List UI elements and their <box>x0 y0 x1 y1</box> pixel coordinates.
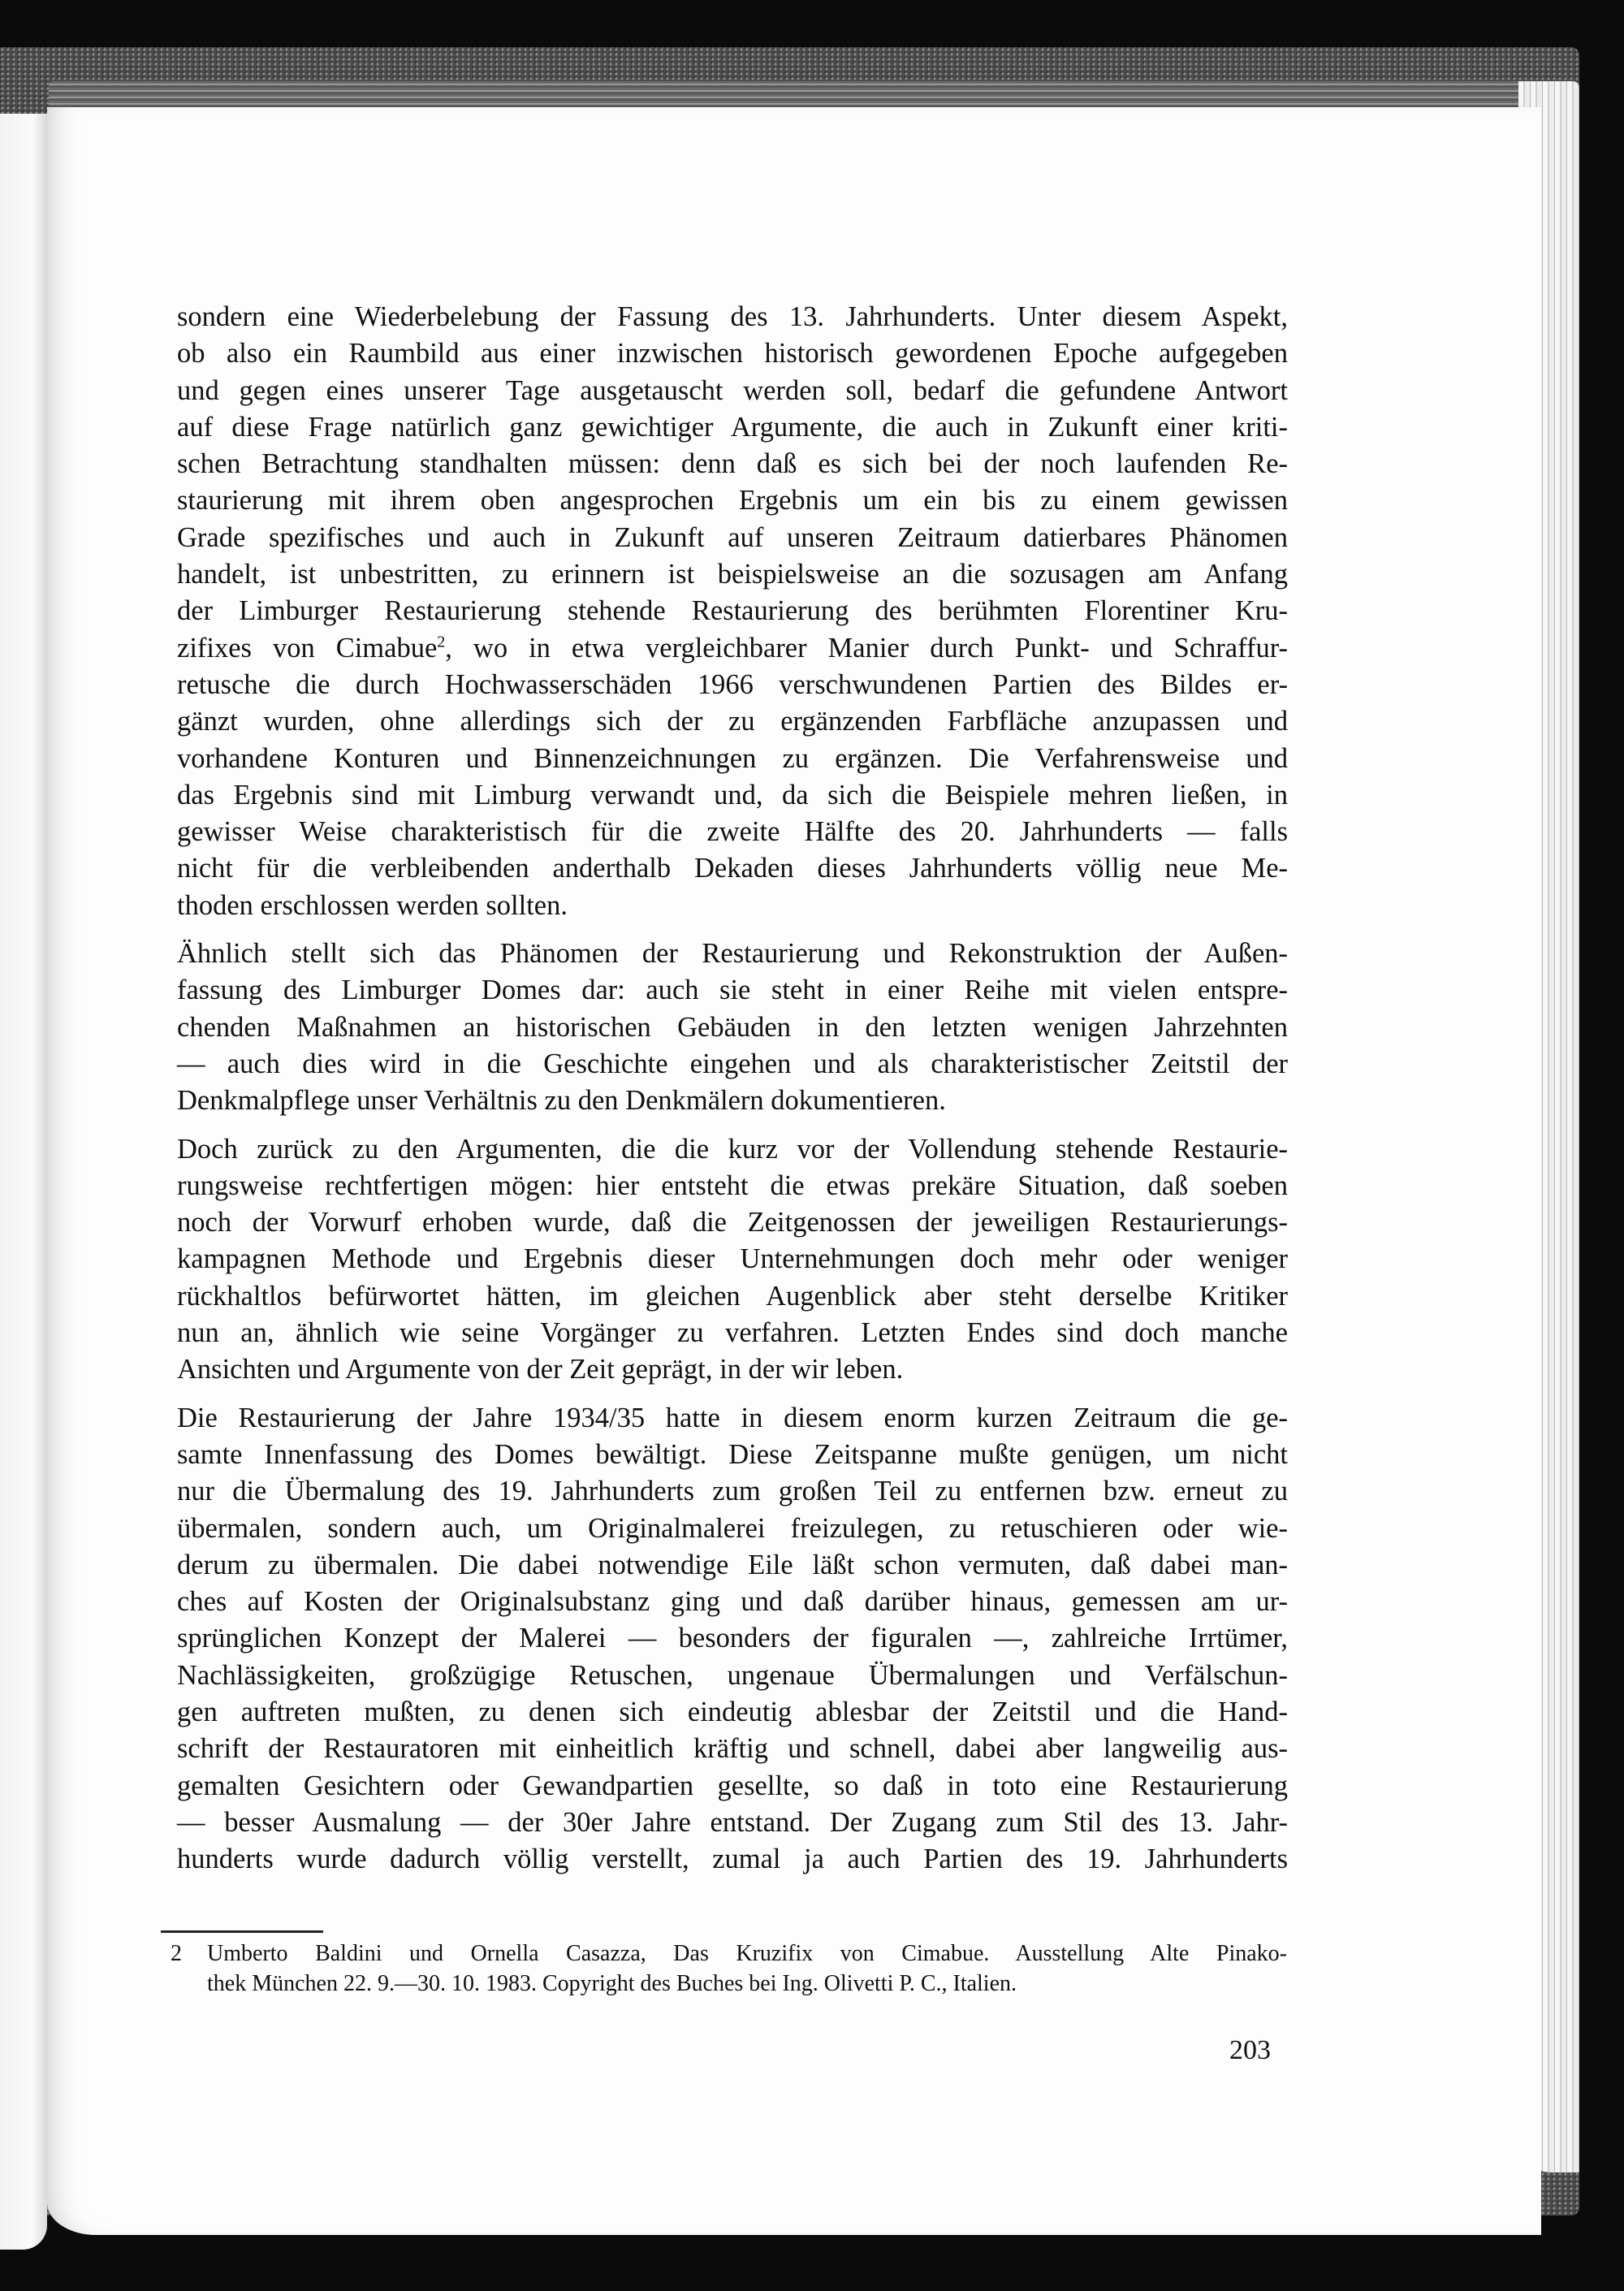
text-line: fassung des Limburger Domes dar: auch sie steht in einer Reihe mit vielen entspre- <box>177 975 1288 1006</box>
text-line: gen auftreten mußten, zu denen sich eindeutig ablesbar der Zeitstil und die Hand- <box>177 1696 1288 1727</box>
facing-page-left <box>0 114 47 2250</box>
footnote-number: 2 <box>171 1941 182 1966</box>
text-line: noch der Vorwurf erhoben wurde, daß die Zeitgenossen der jeweiligen Restaurierungs- <box>177 1207 1288 1238</box>
text-line: Ansichten und Argumente von der Zeit geprägt, in der wir leben. <box>177 1354 904 1385</box>
text-line: sondern eine Wiederbelebung der Fassung des 13. Jahrhunderts. Unter diesem Aspekt, <box>177 301 1288 332</box>
footnote-line: thek München 22. 9.—30. 10. 1983. Copyright des Buches bei Ing. Olivetti P. C., Italien. <box>207 1971 1017 1996</box>
text-line: Die Restaurierung der Jahre 1934/35 hatte in diesem enorm kurzen Zeitraum die ge- <box>177 1402 1288 1433</box>
text-line: das Ergebnis sind mit Limburg verwandt und, da sich die Beispiele mehren ließen, in <box>177 779 1288 810</box>
text-line: staurierung mit ihrem oben angesprochen Ergebnis um ein bis zu einem gewissen <box>177 485 1288 517</box>
text-segment: zifixes von Cimabue <box>177 632 438 664</box>
text-line: Grade spezifisches und auch in Zukunft auf unseren Zeitraum datierbares Phänomen <box>177 521 1288 553</box>
text-line: ches auf Kosten der Originalsubstanz ging und daß darüber hinaus, gemessen am ur- <box>177 1586 1288 1618</box>
text-line: Doch zurück zu den Argumenten, die die kurz vor der Vollendung stehende Restaurie- <box>177 1133 1288 1165</box>
footnote-text <box>207 1939 1287 1999</box>
footnote-reference[interactable]: 2 <box>437 633 446 651</box>
text-line: schen Betrachtung standhalten müssen: denn daß es sich bei der noch laufenden Re- <box>177 448 1288 480</box>
text-line: übermalen, sondern auch, um Originalmalerei freizulegen, zu retuschieren oder wie- <box>177 1512 1288 1544</box>
text-line: ob also ein Raumbild aus einer inzwischen historisch gewordenen Epoche aufgegeben <box>177 338 1288 370</box>
book-page <box>47 107 1541 2235</box>
text-line: nicht für die verbleibenden anderthalb Dekaden dieses Jahrhunderts völlig neue Me- <box>177 853 1288 884</box>
page-number: 203 <box>1229 2035 1271 2065</box>
text-segment: , wo in etwa vergleichbarer Manier durch Punkt- und Schraffur- <box>445 632 1288 664</box>
text-line: kampagnen Methode und Ergebnis dieser Unternehmungen doch mehr oder weniger <box>177 1243 1288 1275</box>
text-line: samte Innenfassung des Domes bewältigt. Diese Zeitspanne mußte genügen, um nicht <box>177 1438 1288 1470</box>
paragraph-1 <box>177 299 1288 924</box>
text-line: hunderts wurde dadurch völlig verstellt, zumal ja auch Partien des 19. Jahrhunderts <box>177 1844 1288 1875</box>
text-line: nur die Übermalung des 19. Jahrhunderts zum großen Teil zu entfernen bzw. erneut zu <box>177 1476 1288 1507</box>
text-line: — auch dies wird in die Geschichte eingehen und als charakteristischer Zeitstil der <box>177 1048 1288 1079</box>
text-line: rungsweise rechtfertigen mögen: hier entsteht die etwas prekäre Situation, daß soeben <box>177 1169 1288 1201</box>
text-line: retusche die durch Hochwasserschäden 1966 verschwundenen Partien des Bildes er- <box>177 668 1288 700</box>
text-line: der Limburger Restaurierung stehende Restaurierung des berühmten Florentiner Kru- <box>177 595 1288 627</box>
paragraph-4 <box>177 1400 1288 1878</box>
text-line-with-footnote <box>177 630 1288 667</box>
text-line: sprünglichen Konzept der Malerei — besonders der figuralen —, zahlreiche Irrtümer, <box>177 1623 1288 1654</box>
text-line: gewisser Weise charakteristisch für die zweite Hälfte des 20. Jahrhunderts — falls <box>177 816 1288 848</box>
text-line: auf diese Frage natürlich ganz gewichtiger Argumente, die auch in Zukunft einer kriti- <box>177 411 1288 443</box>
paragraph-2 <box>177 936 1288 1119</box>
paragraph-3 <box>177 1131 1288 1389</box>
text-line: schrift der Restauratoren mit einheitlich kräftig und schnell, dabei aber langweilig aus- <box>177 1733 1288 1765</box>
text-line: chenden Maßnahmen an historischen Gebäuden in den letzten wenigen Jahrzehnten <box>177 1011 1288 1043</box>
text-line: handelt, ist unbestritten, zu erinnern ist beispielsweise an die sozusagen am Anfang <box>177 559 1288 590</box>
footnote-divider <box>161 1930 323 1933</box>
text-line: Denkmalpflege unser Verhältnis zu den Denkmälern dokumentieren. <box>177 1085 946 1117</box>
text-line: und gegen eines unserer Tage ausgetauscht werden soll, bedarf die gefundene Antwort <box>177 374 1288 406</box>
text-line: — besser Ausmalung — der 30er Jahre entstand. Der Zugang zum Stil des 13. Jahr- <box>177 1806 1288 1838</box>
text-line: rückhaltlos befürwortet hätten, im gleichen Augenblick aber steht derselbe Kritiker <box>177 1280 1288 1312</box>
text-line: nun an, ähnlich wie seine Vorgänger zu verfahren. Letzten Endes sind doch manche <box>177 1317 1288 1349</box>
body-text <box>177 299 1288 1889</box>
text-line: gänzt wurden, ohne allerdings sich der zu ergänzenden Farbfläche anzupassen und <box>177 706 1288 737</box>
text-line: gemalten Gesichtern oder Gewandpartien gesellte, so daß in toto eine Restaurierung <box>177 1770 1288 1801</box>
text-line: derum zu übermalen. Die dabei notwendige Eile läßt schon vermuten, daß dabei man- <box>177 1549 1288 1580</box>
text-line: Nachlässigkeiten, großzügige Retuschen, ungenaue Übermalungen und Verfälschun- <box>177 1659 1288 1691</box>
text-line: vorhandene Konturen und Binnenzeichnungen zu ergänzen. Die Verfahrensweise und <box>177 742 1288 774</box>
text-line: thoden erschlossen werden sollten. <box>177 889 568 921</box>
footnote-line: Umberto Baldini und Ornella Casazza, Das Kruzifix von Cimabue. Ausstellung Alte Pinako- <box>207 1941 1287 1966</box>
text-line: Ähnlich stellt sich das Phänomen der Restaurierung und Rekonstruktion der Außen- <box>177 938 1288 970</box>
